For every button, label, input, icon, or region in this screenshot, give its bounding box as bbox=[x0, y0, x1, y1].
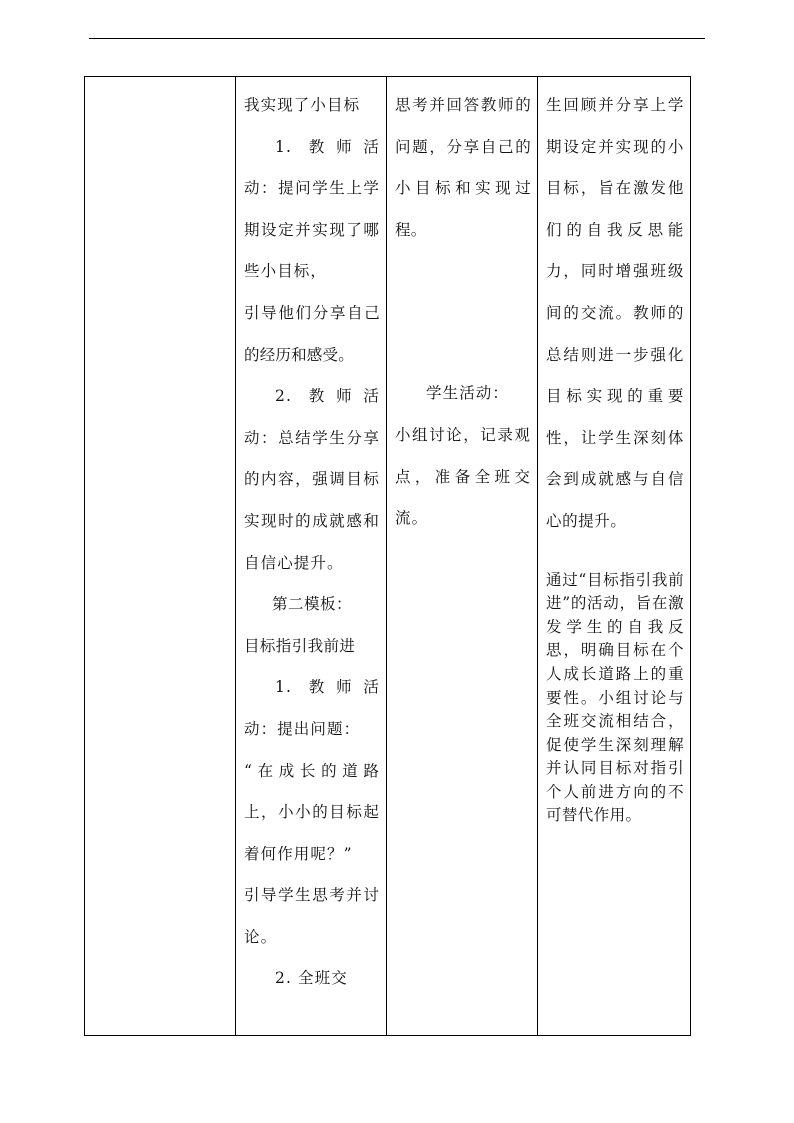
activity-text: 1. 教师活动：提问学生上学期设定并实现了哪些小目标， bbox=[244, 137, 380, 281]
student-activity-cell bbox=[387, 77, 538, 1036]
activity-text: 1. 教师活动：提出问题： bbox=[244, 678, 380, 738]
header-rule bbox=[89, 38, 705, 39]
activity-text: 我实现了小目标 bbox=[244, 96, 361, 114]
intent-text: 通过“目标指引我前进”的活动，旨在激发学生的自我反思，明确目标在个人成长道路上的重要性。小组讨论与全班交流相结合，促使学生深刻理解并认同目标对指引个人前进方向的不可替代作用。 bbox=[546, 570, 684, 825]
design-intent-cell bbox=[538, 77, 691, 1036]
table-row bbox=[85, 77, 691, 1036]
activity-text: 2. 教师活动：总结学生分享的内容，强调目标实现时的成就感和自信心提升。 bbox=[244, 387, 380, 572]
lesson-plan-table bbox=[84, 76, 691, 1036]
activity-text: 2. 全班交 bbox=[275, 969, 348, 988]
intent-text: 生回顾并分享上学期设定并实现的小目标，旨在激发他们的自我反思能力，同时增强班级间的交流。教师的总结则进一步强化目标实现的重要性，让学生深刻体会到成就感与自信心的提升。 bbox=[546, 96, 684, 530]
activity-text: 思考并回答教师的问题，分享自己的小目标和实现过程。 bbox=[395, 96, 531, 239]
activity-text: 引导他们分享自己的经历和感受。 bbox=[244, 303, 380, 364]
activity-text: 引导学生思考并讨论。 bbox=[244, 886, 380, 946]
module-heading: 第二模板： bbox=[271, 595, 352, 614]
module-title: 目标指引我前进 bbox=[244, 636, 356, 655]
stage-cell bbox=[85, 77, 236, 1036]
activity-text: 小组讨论，记录观点，准备全班交流。 bbox=[395, 425, 531, 528]
question-text: “在成长的道路上，小小的目标起着何作用呢？” bbox=[244, 761, 380, 863]
teacher-activity-cell bbox=[236, 77, 387, 1036]
activity-text: 学生活动： bbox=[426, 384, 510, 403]
